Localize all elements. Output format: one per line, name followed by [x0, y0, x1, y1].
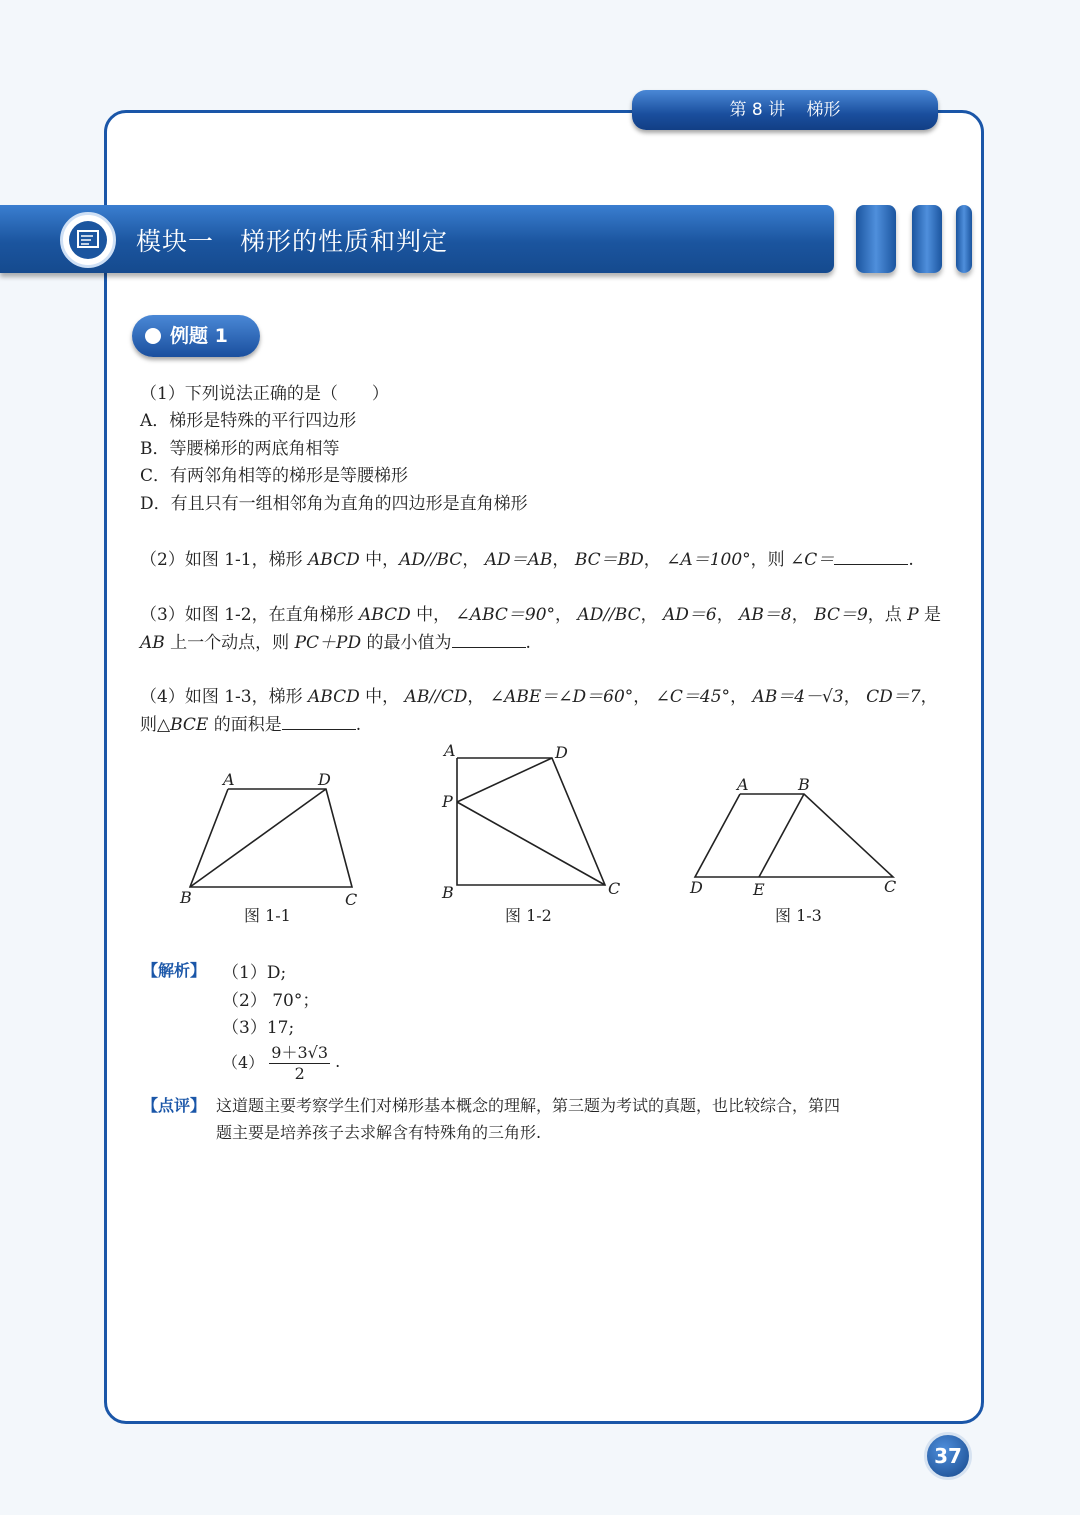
q3-part: AD//BC	[577, 605, 641, 625]
q3-part: PC＋PD	[294, 633, 362, 653]
q2-part: ∠C＝	[790, 550, 835, 570]
vertex-label: D	[690, 878, 703, 897]
banner-decoration	[956, 205, 972, 273]
figure-1-2	[430, 738, 630, 903]
q4-part: 则△	[140, 715, 171, 735]
q3-part: ，	[716, 605, 740, 625]
comment-line-1: 这道题主要考察学生们对梯形基本概念的理解，第三题为考试的真题，也比较综合，第四	[216, 1096, 841, 1115]
q3-part: 是	[918, 605, 942, 625]
q4-part: .	[355, 715, 362, 735]
example-badge	[132, 315, 260, 357]
vertex-label: A	[737, 775, 749, 794]
module-heading: 梯形的性质和判定	[240, 227, 449, 256]
q1-option-a: A．梯形是特殊的平行四边形	[140, 411, 357, 431]
vertex-label: A	[444, 741, 456, 760]
q3-part: AB＝8	[739, 605, 792, 625]
answer-2: （2） 70°；	[222, 991, 320, 1011]
q2-part: ，	[643, 550, 667, 570]
lecture-topic: 梯形	[806, 100, 841, 120]
bullet-icon	[145, 328, 161, 344]
q4-part: ，	[467, 687, 490, 707]
q3-part: AB	[140, 633, 165, 653]
q3-part: BC＝9	[814, 605, 868, 625]
vertex-label: B	[442, 883, 454, 902]
example-label: 例题 1	[170, 325, 228, 347]
q2-part: （2）如图 1-1，梯形	[140, 550, 308, 570]
vertex-label: C	[345, 890, 358, 909]
q4-part: AB＝4－√3	[752, 687, 844, 707]
q2-text	[140, 545, 914, 570]
q3-part: 上一个动点，则	[164, 633, 295, 653]
vertex-label: E	[753, 880, 765, 899]
q2-part: BC＝BD	[574, 550, 644, 570]
vertex-label: C	[608, 879, 621, 898]
q4-part: CD＝7	[866, 687, 921, 707]
answer-3: （3）17;	[222, 1018, 295, 1038]
figure-1-1	[170, 765, 370, 910]
vertex-label: B	[798, 775, 810, 794]
q2-part: .	[908, 550, 914, 570]
solution-tag: 【解析】	[142, 961, 207, 980]
answer-blank	[834, 550, 908, 565]
answer-1: （1）D;	[222, 963, 287, 983]
q3-part: ABCD	[359, 605, 411, 625]
vertex-label: B	[180, 888, 192, 907]
q3-part: ∠ABC＝90°	[455, 605, 556, 625]
vertex-label: C	[884, 877, 897, 896]
q3-line2	[140, 628, 531, 653]
q4-part: ，	[843, 687, 867, 707]
q3-line1	[140, 600, 941, 625]
q4-part: 中，	[359, 687, 405, 707]
q4-line2	[140, 710, 361, 735]
q4-part: AB//CD	[404, 687, 468, 707]
answer-4-prefix: （4）	[222, 1053, 265, 1072]
vertex-label: A	[223, 770, 235, 789]
comment-tag: 【点评】	[142, 1096, 207, 1115]
q4-part: ABCD	[308, 687, 360, 707]
q3-part: AD＝6	[663, 605, 717, 625]
q1-stem: （1）下列说法正确的是（ ）	[140, 384, 389, 404]
segment-be	[759, 794, 804, 877]
q4-part: BCE	[170, 715, 209, 735]
chapter-tab	[632, 90, 938, 130]
lecture-number: 第 8 讲	[729, 100, 786, 120]
vertex-label: D	[555, 743, 568, 762]
q1-option-c: C．有两邻角相等的梯形是等腰梯形	[140, 466, 409, 486]
q3-part: .	[525, 633, 531, 653]
q3-part: ，	[555, 605, 578, 625]
trapezoid-abcd	[695, 794, 893, 877]
figure-caption: 图 1-1	[244, 906, 291, 925]
answer-4-suffix: .	[335, 1052, 341, 1071]
banner-decoration	[912, 205, 942, 273]
figure-caption: 图 1-2	[505, 906, 552, 925]
answer-4	[222, 1040, 340, 1083]
document-icon	[60, 212, 116, 268]
right-trapezoid-abcd	[457, 758, 605, 885]
diagonal-bd	[190, 789, 326, 887]
q2-part: AD//BC	[399, 550, 463, 570]
q4-part: （4）如图 1-3，梯形	[140, 687, 308, 707]
vertex-label: P	[442, 792, 453, 811]
q4-part: ，	[730, 687, 753, 707]
q2-part: ABCD	[308, 550, 360, 570]
answer-4-fraction	[269, 1040, 330, 1083]
trapezoid-abcd	[190, 789, 352, 887]
q1-option-d: D．有且只有一组相邻角为直角的四边形是直角梯形	[140, 494, 528, 514]
banner-decoration	[856, 205, 896, 273]
page-number: 37	[924, 1432, 972, 1480]
segment-pd	[457, 758, 552, 802]
q2-part: ，则	[750, 550, 791, 570]
answer-blank	[452, 633, 526, 648]
q4-part: ∠C＝45°	[655, 687, 731, 707]
module-label: 模块一	[136, 227, 215, 256]
segment-pc	[457, 802, 605, 885]
q2-part: AD＝AB	[484, 550, 553, 570]
q3-part: ，	[791, 605, 815, 625]
q4-part: 的面积是	[208, 715, 282, 735]
vertex-label: D	[318, 770, 331, 789]
q3-part: P	[907, 605, 919, 625]
q3-part: ，	[640, 605, 664, 625]
comment-line-2: 题主要是培养孩子去求解含有特殊角的三角形.	[216, 1123, 542, 1142]
q2-part: ，	[462, 550, 485, 570]
q3-part: 中，	[410, 605, 456, 625]
q3-part: （3）如图 1-2，在直角梯形	[140, 605, 359, 625]
q3-part: 的最小值为	[361, 633, 452, 653]
q1-option-b: B．等腰梯形的两底角相等	[140, 439, 340, 459]
q4-part: ，	[920, 687, 938, 707]
figure-1-3	[685, 770, 905, 900]
q2-part: ∠A＝100°	[666, 550, 751, 570]
q4-line1	[140, 682, 938, 707]
q4-part: ，	[633, 687, 656, 707]
q3-part: ，点	[867, 605, 908, 625]
q2-part: ，	[552, 550, 575, 570]
fraction-denominator: 2	[294, 1064, 305, 1083]
answer-blank	[282, 715, 356, 730]
q4-part: ∠ABE＝∠D＝60°	[489, 687, 634, 707]
figure-caption: 图 1-3	[775, 906, 822, 925]
q2-part: 中，	[359, 550, 400, 570]
module-title	[136, 222, 448, 258]
fraction-numerator: 9＋3√3	[269, 1040, 330, 1064]
